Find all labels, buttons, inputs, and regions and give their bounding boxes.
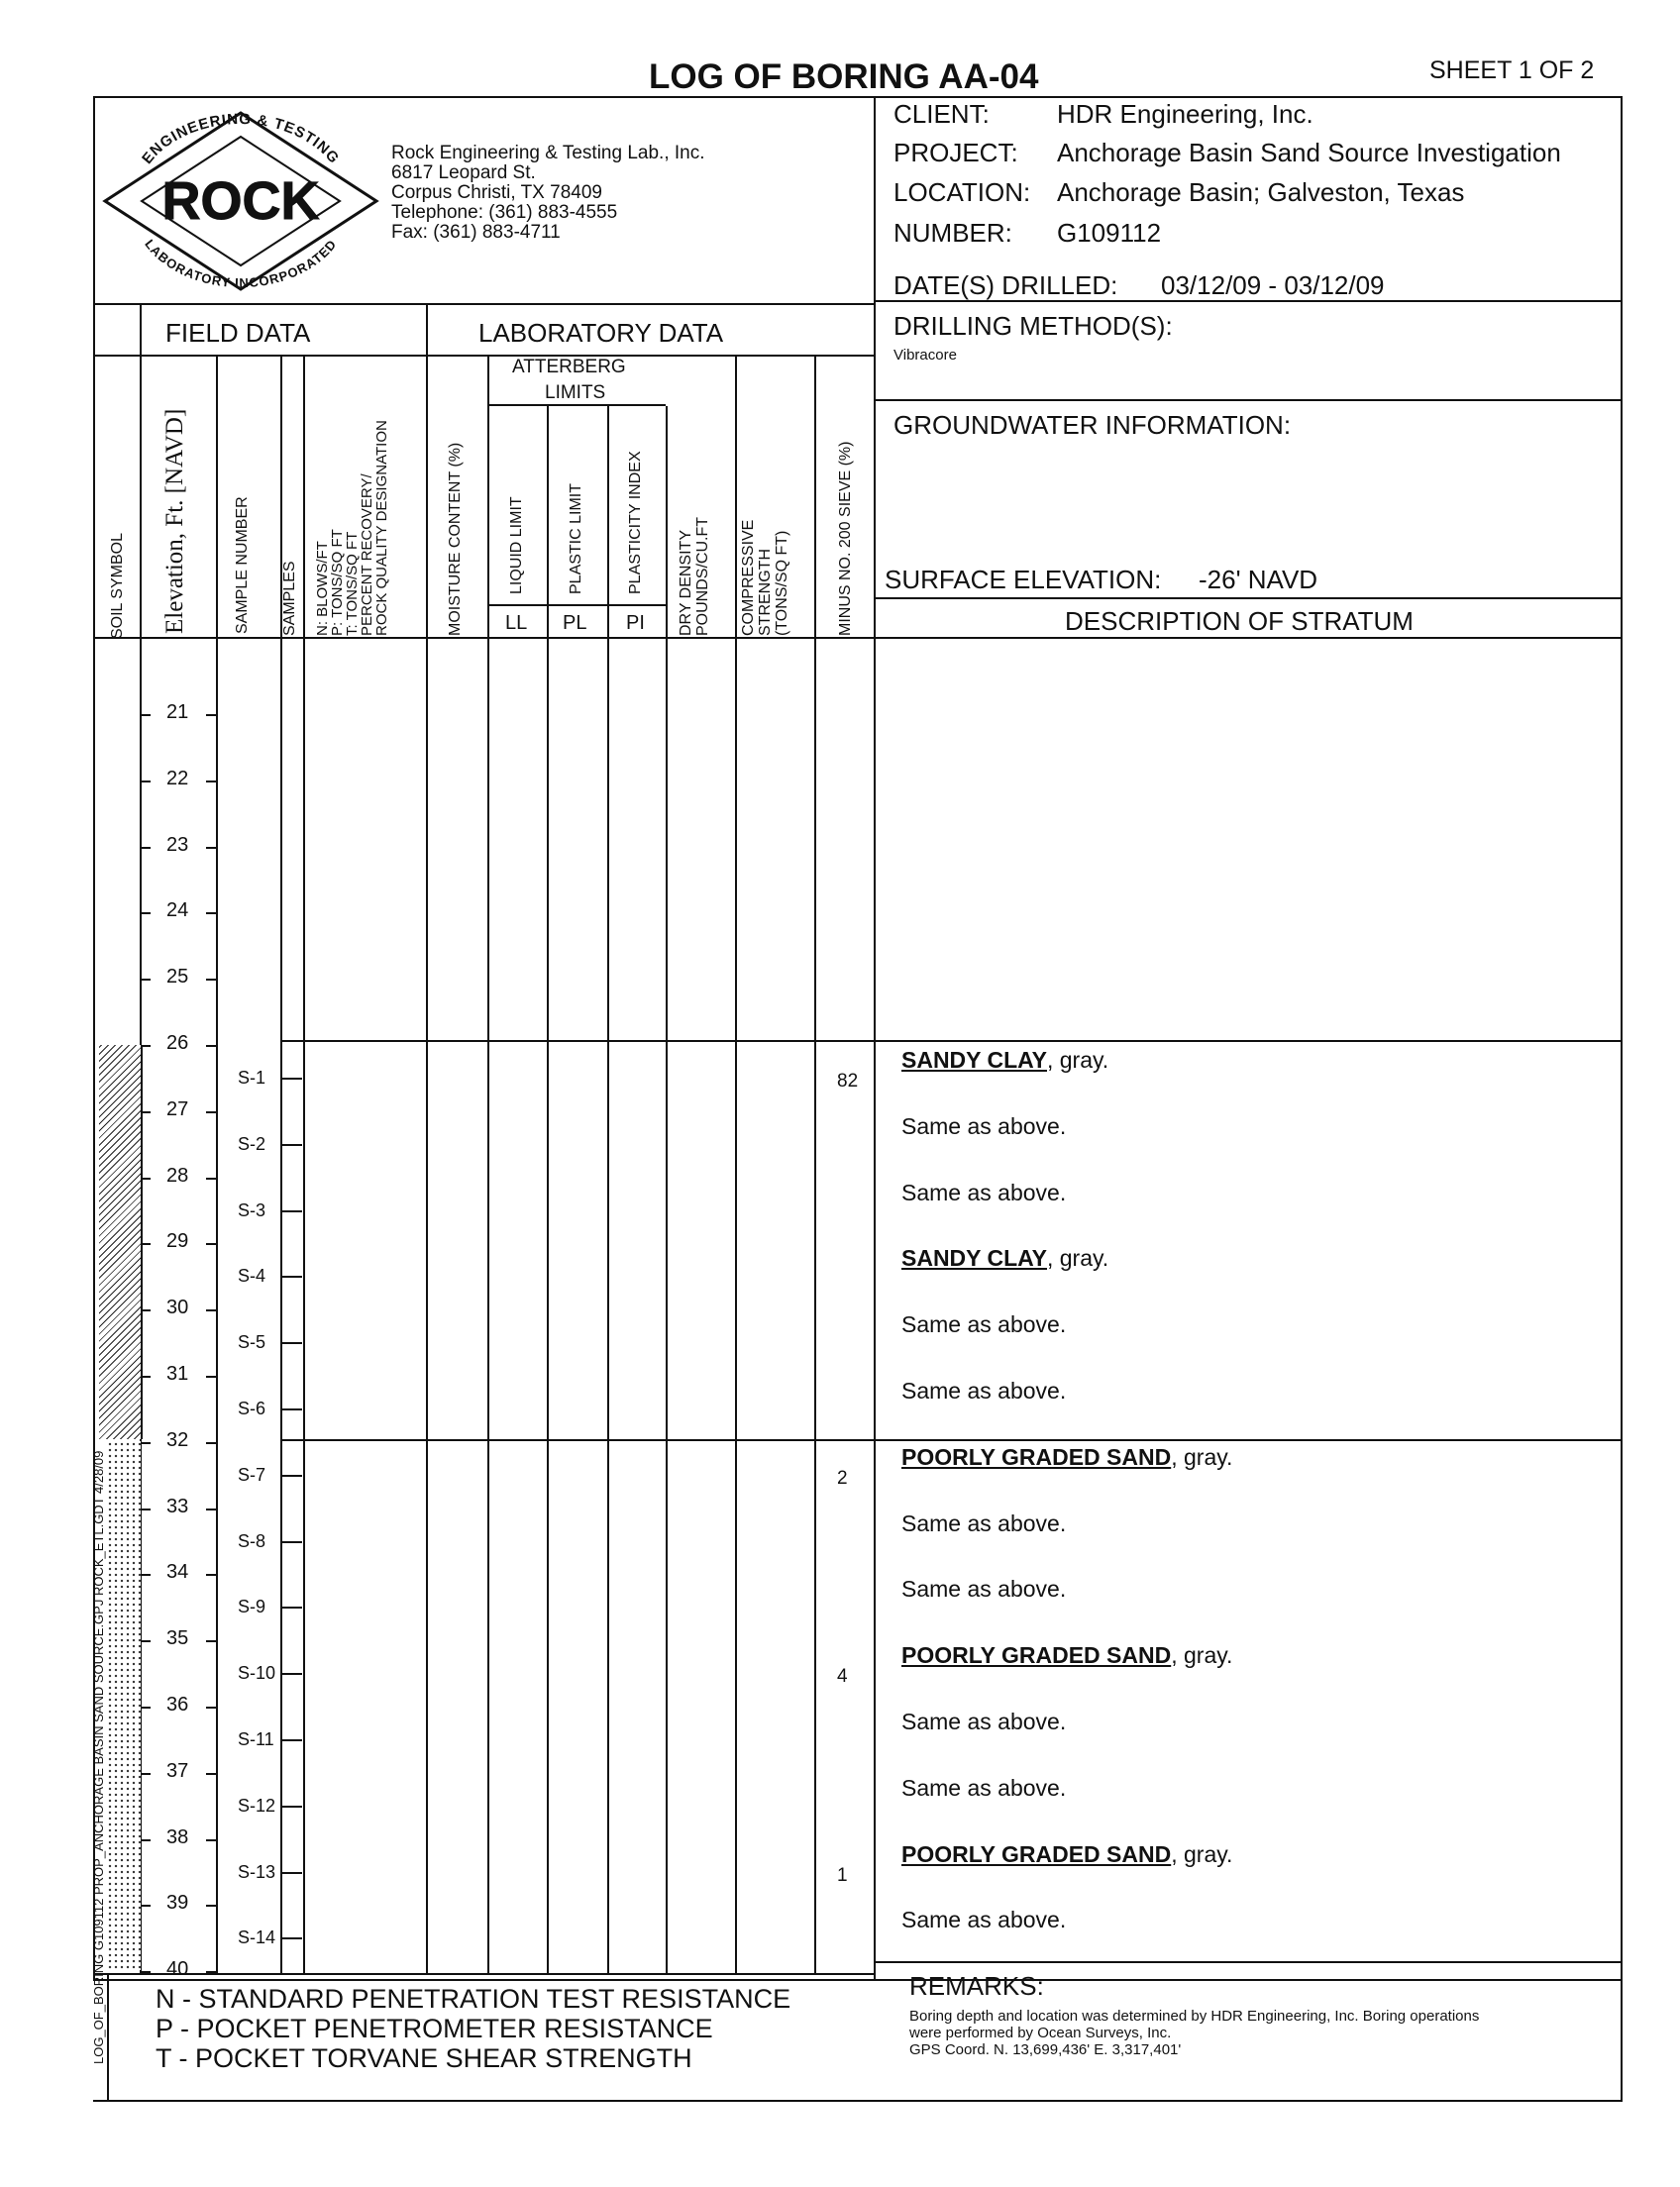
- sample-marker: [282, 1607, 302, 1609]
- elevation-label: 30: [166, 1297, 189, 1319]
- compressive-unit: (TONS/SQ FT): [774, 530, 790, 636]
- elevation-label: 39: [166, 1892, 189, 1915]
- sample-number: S-13: [238, 1861, 276, 1882]
- project-label: PROJECT:: [893, 138, 1018, 167]
- sample-number: S-12: [238, 1795, 276, 1816]
- elevation-tick-right: [206, 1376, 216, 1378]
- sample-marker: [282, 1475, 302, 1477]
- sample-number: S-9: [238, 1597, 266, 1617]
- elevation-label: 37: [166, 1759, 189, 1782]
- elevation-tick-right: [206, 781, 216, 782]
- number-value: G109112: [1057, 218, 1162, 248]
- minus200-value: 1: [837, 1864, 848, 1886]
- soil-symbol-header: SOIL SYMBOL: [109, 533, 126, 639]
- elevation-label: 33: [166, 1495, 189, 1517]
- elevation-tick-right: [206, 1509, 216, 1510]
- dry-density-unit: POUNDS/CU.FT: [694, 517, 711, 636]
- elevation-label: 26: [166, 1032, 189, 1054]
- elevation-tick-left: [141, 1971, 151, 1973]
- elevation-label: 28: [166, 1164, 189, 1187]
- elevation-tick-left: [141, 1376, 151, 1378]
- ll-header: LL: [505, 612, 528, 634]
- stratum-row: [901, 1180, 1066, 1206]
- sample-number: S-4: [238, 1266, 266, 1287]
- sample-number: S-6: [238, 1399, 266, 1418]
- surface-elevation-value: -26' NAVD: [1199, 565, 1318, 594]
- elevation-tick-left: [141, 1111, 151, 1113]
- stratum-row: [901, 1642, 1232, 1669]
- location-label: LOCATION:: [893, 177, 1031, 207]
- pocket-pen-label: P: TONS/SQ FT: [329, 529, 346, 636]
- stratum-soil-name: SANDY CLAY: [901, 1047, 1047, 1073]
- sheet-number: SHEET 1 OF 2: [1429, 56, 1595, 84]
- company-city: Corpus Christi, TX 78409: [391, 182, 602, 203]
- elevation-label: 35: [166, 1627, 189, 1650]
- elevation-tick-left: [141, 847, 151, 849]
- elevation-tick-right: [206, 1640, 216, 1642]
- blows-label: N: BLOWS/FT: [314, 541, 331, 636]
- moisture-header: MOISTURE CONTENT (%): [447, 442, 464, 636]
- elevation-tick-right: [206, 1442, 216, 1444]
- sample-marker: [282, 1739, 302, 1741]
- elevation-tick-right: [206, 1243, 216, 1245]
- sample-marker: [282, 1342, 302, 1344]
- minus200-value: 2: [837, 1467, 848, 1489]
- elevation-tick-right: [206, 1773, 216, 1775]
- minus200-value: 82: [837, 1071, 859, 1092]
- client-label: CLIENT:: [893, 99, 990, 129]
- stratum-row: [901, 1775, 1066, 1802]
- elevation-tick-right: [206, 1971, 216, 1973]
- elevation-label: 34: [166, 1561, 189, 1584]
- elevation-label: 23: [166, 833, 189, 856]
- remarks-line: Boring depth and location was determined by HDR Engineering, Inc. Boring operations: [909, 2008, 1480, 2025]
- sample-marker: [282, 1541, 302, 1543]
- client-value: HDR Engineering, Inc.: [1057, 99, 1313, 129]
- elevation-label: 24: [166, 899, 189, 922]
- stratum-color: , gray.: [1171, 1443, 1233, 1470]
- elevation-tick-right: [206, 1707, 216, 1709]
- number-label: NUMBER:: [893, 218, 1012, 248]
- elevation-tick-left: [141, 1905, 151, 1907]
- sample-marker: [282, 1673, 302, 1675]
- minus200-value: 4: [837, 1666, 848, 1688]
- stratum-color: , gray.: [1046, 1245, 1109, 1272]
- sample-number: S-7: [238, 1464, 266, 1485]
- elevation-label: 31: [166, 1363, 189, 1385]
- liquid-limit-header: LIQUID LIMIT: [508, 496, 525, 594]
- elevation-label: 36: [166, 1694, 189, 1716]
- sample-number: S-14: [238, 1927, 276, 1948]
- sample-marker: [282, 1872, 302, 1874]
- drilling-method-label: DRILLING METHOD(S):: [893, 311, 1173, 341]
- sample-number: S-3: [238, 1199, 266, 1220]
- sample-marker: [282, 1937, 302, 1939]
- elevation-tick-right: [206, 1045, 216, 1047]
- elevation-tick-left: [141, 1442, 151, 1444]
- remarks-text: [909, 2008, 1479, 2058]
- rock-logo: [97, 107, 384, 295]
- elevation-tick-left: [141, 979, 151, 981]
- stratum-note: Same as above.: [901, 1907, 1067, 1933]
- elevation-label: 21: [166, 701, 189, 723]
- elevation-label: 27: [166, 1097, 189, 1120]
- elevation-tick-right: [206, 979, 216, 981]
- elevation-tick-left: [141, 1243, 151, 1245]
- company-address: [391, 144, 705, 243]
- groundwater-label: GROUNDWATER INFORMATION:: [893, 410, 1292, 440]
- soil-symbol-clay: [99, 1045, 143, 1439]
- pl-header: PL: [563, 612, 587, 634]
- atterberg-header: ATTERBERG: [512, 357, 626, 377]
- field-data-header: FIELD DATA: [165, 318, 311, 348]
- elevation-tick-left: [141, 1045, 151, 1047]
- elevation-header: Elevation, Ft. [NAVD]: [161, 408, 188, 634]
- percent-recovery-label: PERCENT RECOVERY/: [359, 473, 375, 636]
- log-frame: [93, 96, 1623, 1981]
- samples-header: SAMPLES: [281, 561, 298, 636]
- dates-value: 03/12/09 - 03/12/09: [1161, 270, 1385, 300]
- sample-number: S-1: [238, 1068, 266, 1088]
- legend: [156, 1984, 790, 2073]
- plasticity-index-header: PLASTICITY INDEX: [627, 451, 644, 594]
- dates-label: DATE(S) DRILLED:: [893, 270, 1118, 300]
- sample-marker: [282, 1144, 302, 1146]
- stratum-row: [901, 1709, 1066, 1735]
- stratum-note: Same as above.: [901, 1112, 1067, 1139]
- elevation-tick-left: [141, 714, 151, 716]
- stratum-note: Same as above.: [901, 1774, 1067, 1801]
- logo-ring-bottom: LABORATORY INCORPORATED: [142, 236, 340, 291]
- legend-t: T - POCKET TORVANE SHEAR STRENGTH: [156, 2043, 692, 2073]
- elevation-tick-left: [141, 1309, 151, 1311]
- elevation-tick-left: [141, 1178, 151, 1180]
- stratum-note: Same as above.: [901, 1311, 1067, 1338]
- elevation-tick-left: [141, 912, 151, 914]
- minus200-header: MINUS NO. 200 SIEVE (%): [837, 441, 854, 636]
- stratum-note: Same as above.: [901, 1179, 1067, 1205]
- sample-marker: [282, 1408, 302, 1410]
- location-value: Anchorage Basin; Galveston, Texas: [1057, 177, 1465, 207]
- elevation-tick-right: [206, 1111, 216, 1113]
- elevation-tick-left: [141, 1640, 151, 1642]
- drilling-method-value: Vibracore: [893, 347, 957, 364]
- sample-marker: [282, 1078, 302, 1080]
- elevation-tick-left: [141, 1839, 151, 1841]
- remarks-line: were performed by Ocean Surveys, Inc.: [909, 2025, 1172, 2041]
- legend-p: P - POCKET PENETROMETER RESISTANCE: [156, 2014, 713, 2043]
- surface-elevation-label: SURFACE ELEVATION:: [885, 565, 1162, 594]
- sample-number: S-2: [238, 1133, 266, 1154]
- plastic-limit-header: PLASTIC LIMIT: [568, 482, 584, 594]
- elevation-label: 22: [166, 767, 189, 789]
- soil-symbol-sand: [107, 1441, 141, 1970]
- stratum-row: [901, 1444, 1232, 1471]
- page-title: LOG OF BORING AA-04: [649, 57, 1039, 96]
- rqd-label: ROCK QUALITY DESIGNATION: [373, 420, 390, 636]
- elevation-tick-right: [206, 714, 216, 716]
- pi-header: PI: [626, 612, 645, 634]
- compressive-header: [740, 520, 790, 636]
- sample-number: S-10: [238, 1663, 276, 1684]
- stratum-row: [901, 1907, 1066, 1933]
- sample-number: S-11: [238, 1729, 274, 1749]
- stratum-row: [901, 1841, 1232, 1868]
- description-header: DESCRIPTION OF STRATUM: [1065, 606, 1414, 636]
- compressive-label: COMPRESSIVE: [740, 519, 757, 636]
- company-fax: Fax: (361) 883-4711: [391, 222, 561, 243]
- project-value: Anchorage Basin Sand Source Investigation: [1057, 138, 1561, 167]
- company-street: 6817 Leopard St.: [391, 162, 536, 183]
- stratum-row: [901, 1245, 1108, 1272]
- atterberg-limits-header: LIMITS: [545, 382, 606, 403]
- sample-marker: [282, 1210, 302, 1212]
- elevation-tick-right: [206, 1839, 216, 1841]
- logo-ring-top: ENGINEERING & TESTING: [139, 110, 343, 167]
- logo-text: ROCK: [161, 171, 320, 231]
- elevation-tick-left: [141, 781, 151, 782]
- elevation-tick-right: [206, 1905, 216, 1907]
- stratum-row: [901, 1576, 1066, 1603]
- stratum-soil-name: POORLY GRADED SAND: [901, 1840, 1172, 1867]
- torvane-label: T: TONS/SQ FT: [344, 531, 361, 636]
- legend-n: N - STANDARD PENETRATION TEST RESISTANCE: [156, 1984, 791, 2014]
- sample-number: S-8: [238, 1530, 266, 1551]
- dry-density-label: DRY DENSITY: [678, 530, 694, 636]
- lab-data-header: LABORATORY DATA: [478, 318, 724, 348]
- elevation-tick-right: [206, 1574, 216, 1576]
- stratum-row: [901, 1113, 1066, 1140]
- elevation-label: 29: [166, 1230, 189, 1253]
- elevation-tick-left: [141, 1574, 151, 1576]
- stratum-row: [901, 1311, 1066, 1338]
- elevation-label: 38: [166, 1825, 189, 1848]
- file-reference: LOG_OF_BORING G109112 PROP_ANCHORAGE BASIN SAND SOURCE.GPJ ROCK_ETL.GDT 4/28/09: [91, 1450, 106, 2064]
- field-test-header: [315, 420, 389, 636]
- elevation-label: 25: [166, 966, 189, 989]
- remarks-line: GPS Coord. N. 13,699,436' E. 3,317,401': [909, 2041, 1182, 2058]
- stratum-row: [901, 1378, 1066, 1405]
- stratum-soil-name: POORLY GRADED SAND: [901, 1443, 1172, 1470]
- stratum-row: [901, 1047, 1108, 1074]
- elevation-tick-right: [206, 847, 216, 849]
- elevation-label: 40: [166, 1958, 189, 1981]
- sample-marker: [282, 1276, 302, 1278]
- elevation-tick-right: [206, 1309, 216, 1311]
- company-name: Rock Engineering & Testing Lab., Inc.: [391, 143, 705, 163]
- stratum-soil-name: SANDY CLAY: [901, 1245, 1047, 1272]
- stratum-row: [901, 1510, 1066, 1537]
- stratum-note: Same as above.: [901, 1576, 1067, 1603]
- stratum-soil-name: POORLY GRADED SAND: [901, 1642, 1172, 1669]
- remarks-label: REMARKS:: [909, 1971, 1044, 2001]
- stratum-color: , gray.: [1171, 1840, 1233, 1867]
- stratum-note: Same as above.: [901, 1510, 1067, 1536]
- company-phone: Telephone: (361) 883-4555: [391, 202, 618, 223]
- stratum-note: Same as above.: [901, 1709, 1067, 1734]
- elevation-label: 32: [166, 1428, 189, 1451]
- elevation-tick-left: [141, 1509, 151, 1510]
- sample-number: S-5: [238, 1332, 266, 1353]
- sample-marker: [282, 1806, 302, 1808]
- dry-density-header: [678, 517, 711, 636]
- elevation-tick-right: [206, 1178, 216, 1180]
- elevation-tick-left: [141, 1773, 151, 1775]
- elevation-tick-left: [141, 1707, 151, 1709]
- elevation-tick-right: [206, 912, 216, 914]
- strength-label: STRENGTH: [757, 549, 774, 636]
- stratum-color: , gray.: [1171, 1642, 1233, 1669]
- stratum-color: , gray.: [1046, 1047, 1109, 1073]
- stratum-note: Same as above.: [901, 1378, 1067, 1404]
- sample-number-header: SAMPLE NUMBER: [234, 496, 251, 634]
